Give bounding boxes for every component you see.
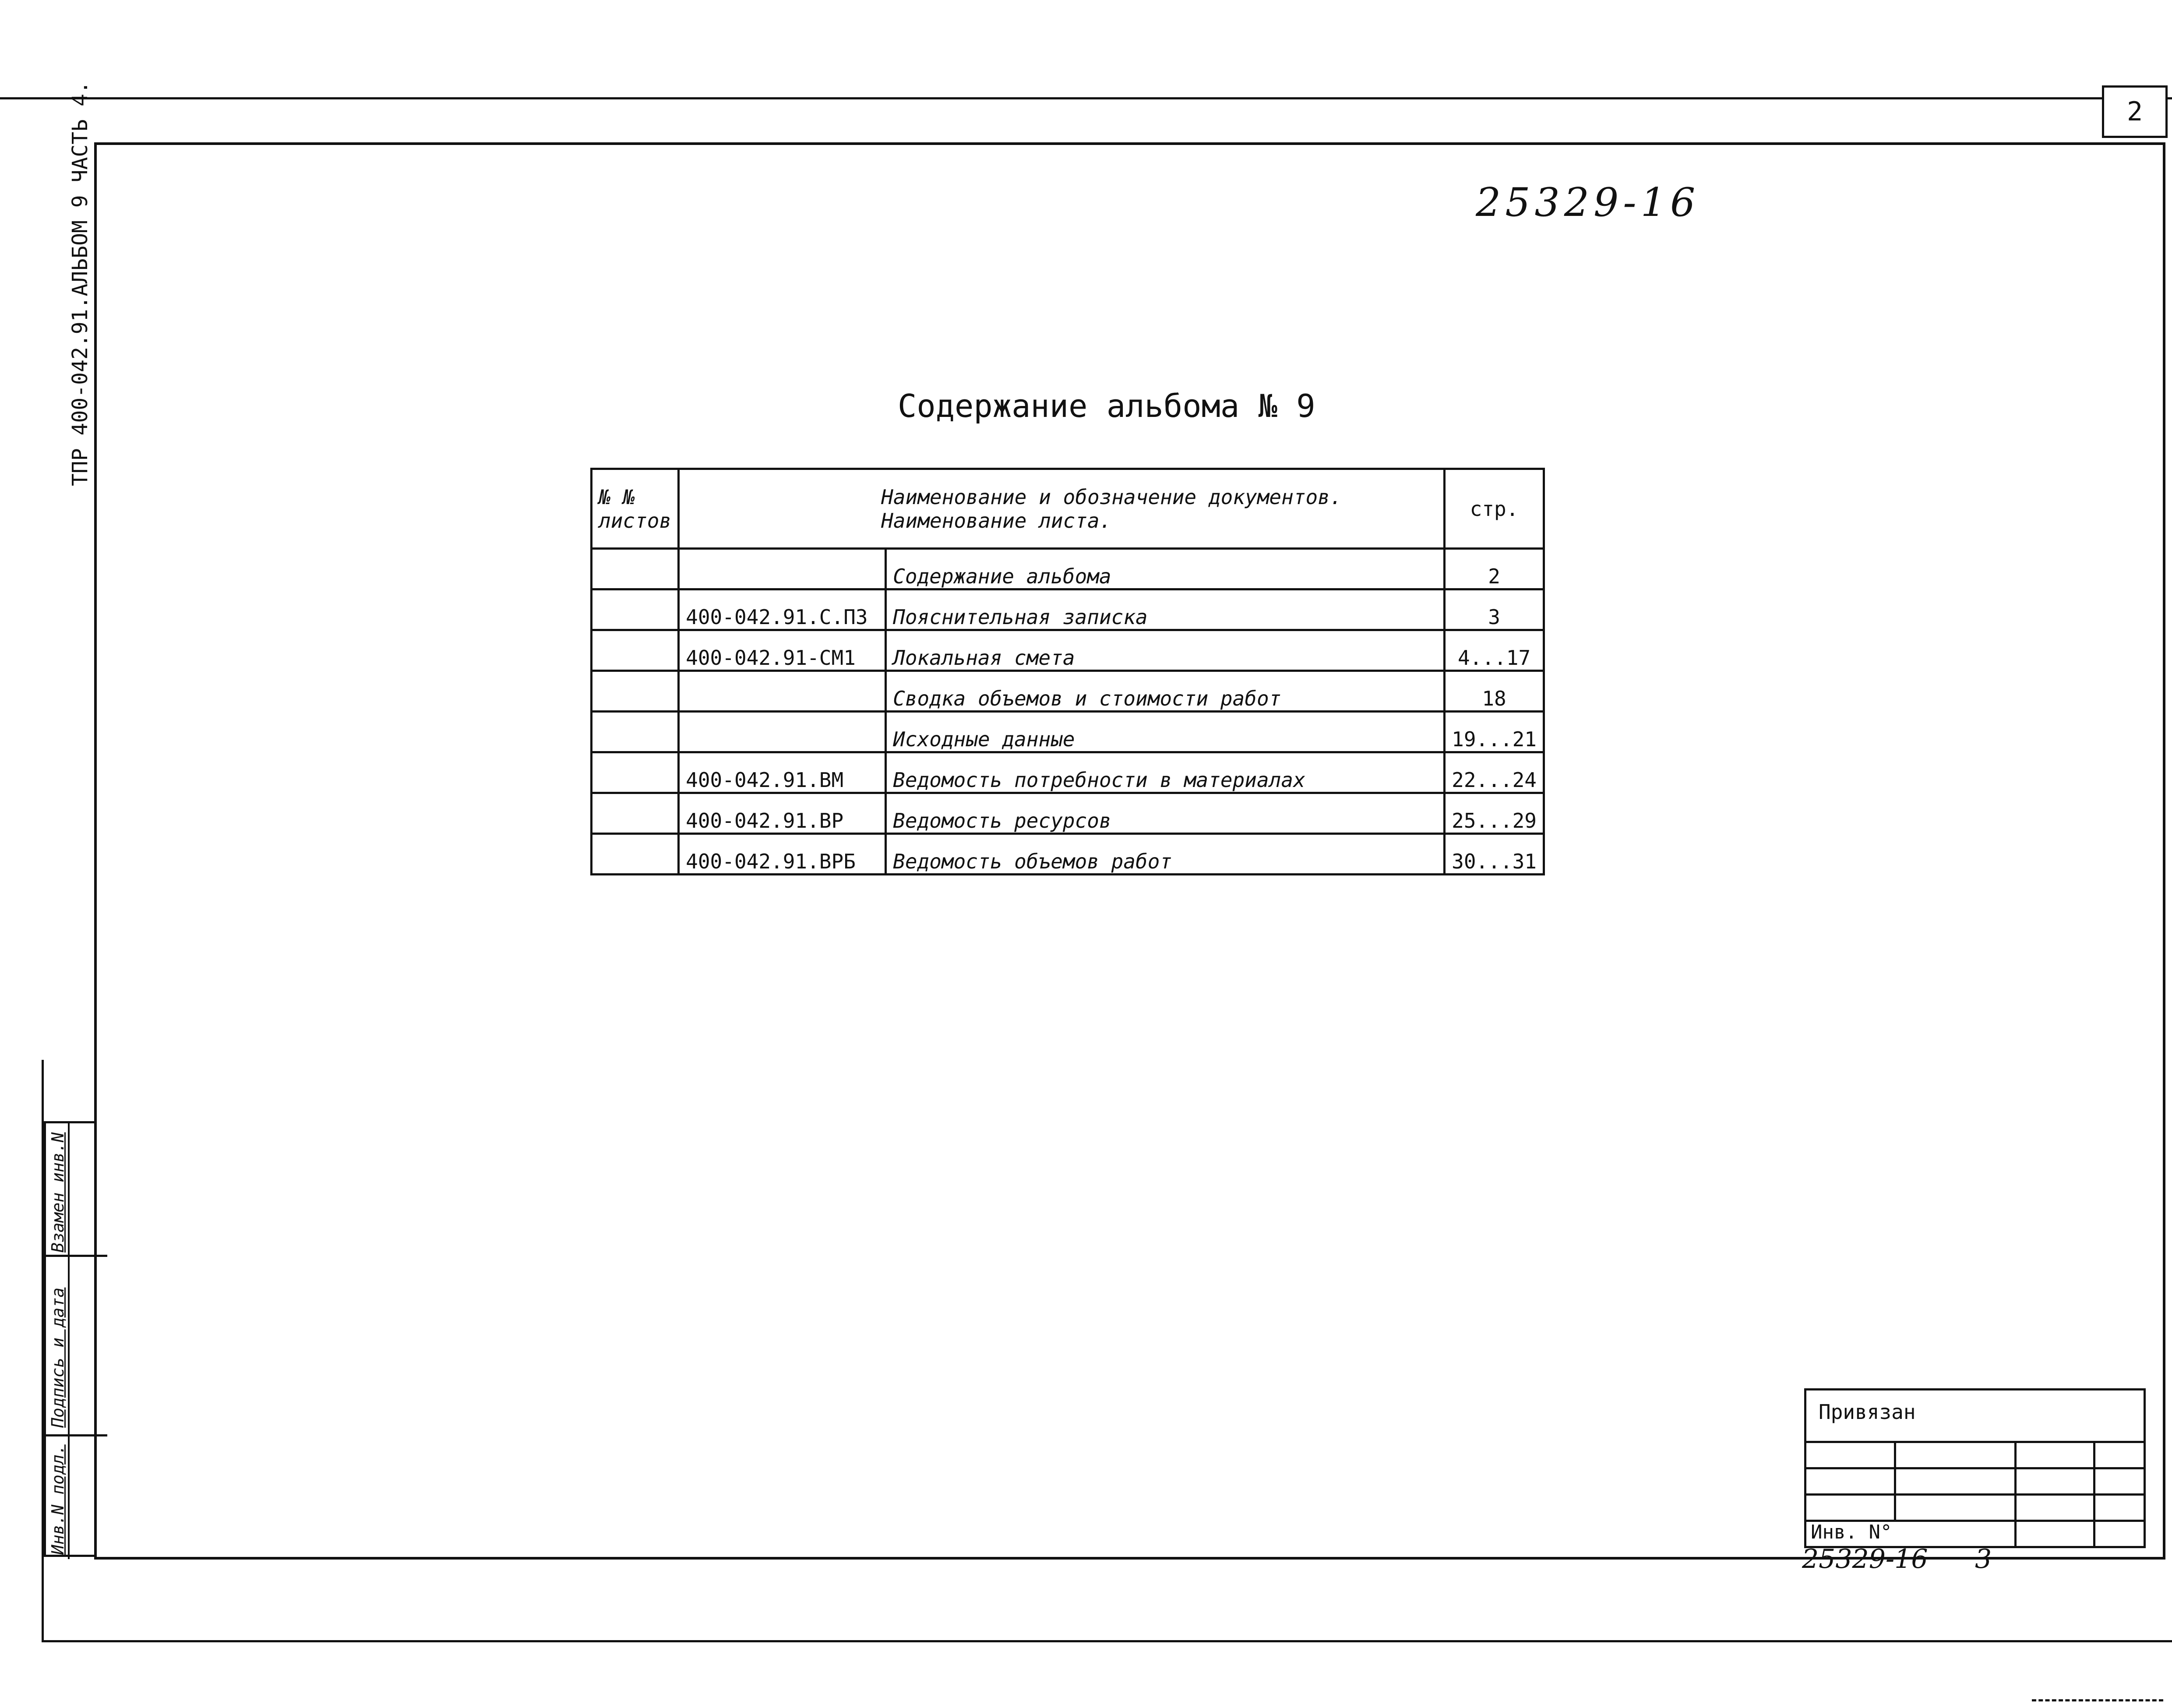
sheet-number: 2 [2126, 96, 2143, 127]
header-sheet-number: № № листов [592, 469, 679, 549]
dashed-mark [2032, 1699, 2163, 1701]
binding-inv-label: Инв. N° [1811, 1521, 1892, 1543]
binding-inv-handwritten: 25329-16 [1802, 1544, 1928, 1574]
outer-frame-bottom [42, 1640, 2172, 1642]
stamp-inv-podl: Инв.N подл. [48, 1444, 67, 1555]
table-row: 400-042.91.С.ПЗ Пояснительная записка 3 [592, 589, 1544, 630]
inner-frame-left [94, 142, 97, 1559]
contents-table [590, 468, 1545, 875]
table-row: 400-042.91-СМ1 Локальная смета 4...17 [592, 630, 1544, 671]
stamp-vzamen: Взамен инв.N [48, 1132, 67, 1253]
header-page: стр. [1445, 469, 1544, 549]
table-row: 400-042.91.ВРБ Ведомость объемов работ 30...31 [592, 834, 1544, 875]
table-row: Содержание альбома 2 [592, 549, 1544, 589]
stamp-podpis: Подпись и дата [48, 1287, 67, 1428]
binding-block [1804, 1388, 2146, 1548]
side-label: ТПР 400-042.91.АЛЬБОМ 9 ЧАСТЬ 4. [68, 81, 92, 486]
table-row: 400-042.91.ВР Ведомость ресурсов 25...29 [592, 793, 1544, 834]
header-name: Наименование и обозначение документов. Наименование листа. [679, 469, 1445, 549]
table-row: 400-042.91.ВМ Ведомость потребности в материалах 22...24 [592, 752, 1544, 793]
inner-frame-top [94, 142, 2165, 145]
sheet-number-box [2102, 85, 2168, 138]
inner-frame-right [2163, 142, 2165, 1559]
page-title: Содержание альбома № 9 [898, 388, 1315, 424]
table-row: Сводка объемов и стоимости работ 18 [592, 671, 1544, 712]
binding-inv-page-handwritten: 3 [1975, 1544, 1992, 1574]
binding-title: Привязан [1819, 1400, 1916, 1424]
table-header-row [592, 469, 1544, 549]
outer-frame-top [0, 97, 2172, 99]
table-row: Исходные данные 19...21 [592, 712, 1544, 752]
doc-code-handwritten: 25329-16 [1476, 180, 1700, 226]
